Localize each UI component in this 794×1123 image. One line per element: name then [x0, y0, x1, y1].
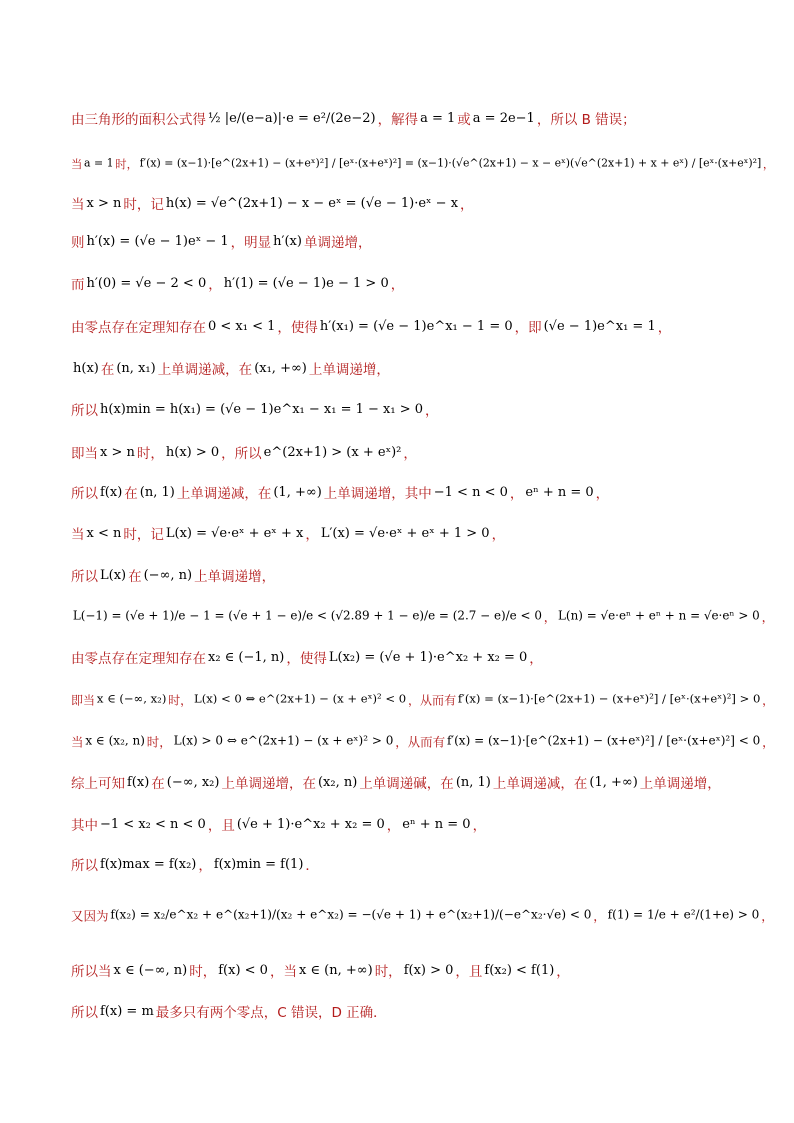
text-fragment: 上单调递减，在 — [176, 486, 272, 502]
text-fragment: 时， — [374, 964, 402, 980]
text-fragment: 时， — [168, 693, 193, 708]
text-fragment: 当 — [71, 157, 83, 172]
math-expression: x > n — [100, 444, 135, 460]
text-line — [71, 103, 636, 133]
math-expression: f(x) > 0 — [403, 962, 454, 978]
text-fragment: ，明显 — [230, 235, 272, 251]
text-fragment: 上单调递增， — [308, 362, 390, 378]
text-fragment: ， — [208, 277, 222, 293]
math-expression: h′(0) = √e − 2 < 0 — [86, 275, 207, 291]
math-expression: h′(1) = (√e − 1)e − 1 > 0 — [223, 275, 389, 291]
text-fragment: 在 — [128, 569, 142, 585]
text-line — [71, 686, 774, 713]
math-expression: h′(x₁) = (√e − 1)e^x₁ − 1 = 0 — [319, 318, 513, 334]
math-expression: (−∞, x₂) — [166, 774, 220, 790]
text-fragment: ， — [403, 446, 417, 462]
text-fragment: ． — [305, 858, 319, 874]
text-fragment: 当 — [71, 197, 85, 213]
math-expression: x₂ ∈ (−1, n) — [208, 649, 285, 665]
math-expression: f(x)max = f(x₂) — [100, 856, 197, 872]
text-fragment: 则 — [71, 235, 85, 251]
math-expression: L(x) > 0 ⇔ e^(2x+1) − (x + eˣ)² > 0 — [173, 734, 394, 748]
text-fragment: ， — [762, 735, 775, 751]
math-expression: eⁿ + n = 0 — [525, 484, 594, 500]
text-line — [71, 809, 486, 839]
text-fragment: ， — [595, 486, 610, 502]
math-expression: x < n — [86, 525, 122, 541]
text-fragment: 所以 — [71, 486, 98, 502]
text-fragment: ， — [472, 818, 487, 834]
math-expression: f(x)min = f(1) — [213, 856, 304, 872]
math-expression: eⁿ + n = 0 — [402, 816, 471, 832]
math-expression: a = 2e−1 — [472, 110, 535, 126]
text-fragment: ， — [386, 818, 401, 834]
text-line — [71, 955, 570, 985]
text-fragment: 即当 — [71, 446, 98, 462]
math-expression: L′(x) = √e·eˣ + eˣ + 1 > 0 — [320, 525, 490, 541]
math-expression: h(x)min = h(x₁) = (√e − 1)e^x₁ − x₁ = 1 − x₁ > 0 — [100, 401, 424, 417]
math-expression: (n, 1) — [139, 484, 175, 500]
math-expression: f′(x) = (x−1)·[e^(2x+1) − (x+eˣ)²] / [eˣ·(x+eˣ)²] > 0 — [457, 692, 761, 706]
math-expression: e^(2x+1) > (x + eˣ)² — [263, 444, 402, 460]
math-expression: x ∈ (n, +∞) — [298, 962, 373, 978]
text-fragment: 而 — [71, 277, 85, 293]
text-line — [71, 642, 543, 672]
text-fragment: ，从而有 — [395, 735, 446, 751]
math-expression: (n, 1) — [455, 774, 491, 790]
math-expression: (n, x₁) — [116, 360, 156, 376]
math-expression: x > n — [86, 195, 122, 211]
text-fragment: 所以 — [71, 403, 98, 419]
text-line — [71, 394, 439, 424]
text-fragment: ， — [509, 486, 524, 502]
math-expression: f(x₂) = x₂/e^x₂ + e^(x₂+1)/(x₂ + e^x₂) = −(√e + 1) + e^(x₂+1)/(−e^x₂·√e) < 0 — [110, 908, 592, 922]
math-expression: x ∈ (−∞, n) — [113, 962, 188, 978]
text-fragment: ， — [762, 157, 775, 172]
text-fragment: 所以当 — [71, 964, 112, 980]
math-expression: x ∈ (−∞, x₂) — [96, 692, 167, 706]
text-fragment: 时，记 — [123, 527, 164, 543]
text-fragment: 上单调递增， — [194, 569, 276, 585]
text-fragment: ， — [425, 403, 439, 419]
text-line — [71, 996, 387, 1026]
math-expression: L(x) < 0 ⇔ e^(2x+1) − (x + eˣ)² < 0 — [194, 692, 407, 706]
math-expression: (−∞, n) — [143, 567, 193, 583]
math-expression: L(n) = √e·eⁿ + eⁿ + n = √e·eⁿ > 0 — [557, 609, 760, 623]
text-fragment: ，且 — [207, 818, 235, 834]
math-expression: h(x) > 0 — [165, 444, 220, 460]
text-line — [71, 560, 275, 590]
text-line — [71, 767, 721, 797]
text-fragment: ， — [198, 858, 212, 874]
text-line — [71, 188, 474, 218]
text-fragment: ，当 — [269, 964, 297, 980]
math-expression: h(x) — [73, 360, 99, 376]
math-expression: a = 1 — [84, 156, 114, 170]
text-fragment: 上单调递增， — [639, 776, 721, 792]
math-expression: h′(x) = (√e − 1)eˣ − 1 — [86, 233, 229, 249]
text-fragment: 单调递增， — [303, 235, 372, 251]
text-line — [71, 901, 774, 929]
math-expression: h′(x) — [273, 233, 302, 249]
text-fragment: 在 — [100, 362, 115, 378]
math-expression: L(−1) = (√e + 1)/e − 1 = (√e + 1 − e)/e < (√2.89 + 1 − e)/e = (2.7 − e)/e < 0 — [72, 609, 542, 623]
text-line — [71, 477, 609, 507]
text-fragment: 又因为 — [71, 909, 109, 925]
text-fragment: 由三角形的面积公式得 — [71, 112, 206, 128]
text-fragment: 当 — [71, 735, 84, 751]
math-expression: L(x) = √e·eˣ + eˣ + x — [165, 525, 304, 541]
text-fragment: ，从而有 — [407, 693, 457, 708]
text-fragment: 即当 — [71, 693, 96, 708]
text-line — [71, 311, 671, 341]
text-line — [71, 353, 390, 383]
text-fragment: 最多只有两个零点，C 错误，D 正确． — [155, 1005, 387, 1021]
math-expression: (x₁, +∞) — [254, 360, 307, 376]
math-expression: (√e − 1)e^x₁ = 1 — [543, 318, 656, 334]
text-fragment: 上单调递增，其中 — [323, 486, 432, 502]
math-expression: f(1) = 1/e + e²/(1+e) > 0 — [607, 908, 760, 922]
text-fragment: ，所以 — [221, 446, 262, 462]
text-line — [71, 849, 319, 879]
math-expression: 0 < x₁ < 1 — [208, 318, 276, 334]
text-fragment: 由零点存在定理知存在 — [71, 320, 206, 336]
text-fragment: ， — [543, 610, 557, 626]
text-fragment: ，且 — [455, 964, 483, 980]
text-fragment: 当 — [71, 527, 85, 543]
text-fragment: ， — [762, 693, 775, 708]
text-fragment: ， — [460, 197, 474, 213]
text-fragment: ，解得 — [377, 112, 419, 128]
math-expression: (1, +∞) — [589, 774, 638, 790]
text-fragment: ， — [491, 527, 506, 543]
math-expression: f(x) = m — [100, 1003, 154, 1019]
math-expression: ½ |e/(e−a)|·e = e²/(2e−2) — [208, 110, 376, 126]
math-expression: h(x) = √e^(2x+1) − x − eˣ = (√e − 1)·eˣ − x — [165, 195, 459, 211]
text-fragment: 时， — [115, 157, 138, 172]
text-line — [71, 437, 417, 467]
math-expression: a = 1 — [420, 110, 456, 126]
math-expression: f(x) — [100, 484, 123, 500]
text-fragment: ，即 — [514, 320, 542, 336]
math-expression: L(x) — [100, 567, 127, 583]
text-fragment: 时， — [136, 446, 164, 462]
text-fragment: 在 — [124, 486, 138, 502]
text-fragment: ，使得 — [286, 651, 327, 667]
math-expression: x ∈ (x₂, n) — [85, 734, 145, 748]
math-expression: f(x₂) < f(1) — [484, 962, 555, 978]
text-fragment: ，所以 B 错误； — [536, 112, 636, 128]
text-fragment: 上单调递增，在 — [221, 776, 316, 792]
text-line — [71, 268, 404, 298]
text-fragment: 在 — [151, 776, 165, 792]
math-expression: f′(x) = (x−1)·[e^(2x+1) − (x+eˣ)²] / [eˣ·(x+eˣ)²] < 0 — [446, 734, 761, 748]
text-line — [71, 602, 774, 630]
math-expression: (x₂, n) — [317, 774, 358, 790]
text-line — [71, 226, 371, 256]
math-expression: f(x) — [127, 774, 150, 790]
text-fragment: 时， — [189, 964, 217, 980]
math-expression: (√e + 1)·e^x₂ + x₂ = 0 — [236, 816, 385, 832]
math-expression: (1, +∞) — [273, 484, 322, 500]
text-fragment: ， — [529, 651, 543, 667]
text-fragment: 上单调递减，在 — [492, 776, 588, 792]
text-line — [71, 150, 774, 175]
text-fragment: 或 — [457, 112, 471, 128]
text-fragment: 上单调递减，在 — [157, 362, 253, 378]
text-fragment: 时，记 — [123, 197, 164, 213]
text-fragment: 综上可知 — [71, 776, 125, 792]
text-fragment: ，使得 — [277, 320, 318, 336]
text-fragment: ， — [593, 909, 606, 925]
text-fragment: ， — [556, 964, 570, 980]
text-fragment: 由零点存在定理知存在 — [71, 651, 206, 667]
math-expression: L(x₂) = (√e + 1)·e^x₂ + x₂ = 0 — [328, 649, 528, 665]
text-fragment: ， — [761, 909, 774, 925]
text-fragment: 所以 — [71, 569, 98, 585]
text-fragment: ， — [305, 527, 319, 543]
text-fragment: ， — [761, 610, 774, 626]
text-fragment: 上单调递碱，在 — [359, 776, 454, 792]
text-fragment: 其中 — [71, 818, 98, 834]
text-fragment: 所以 — [71, 1005, 98, 1021]
text-line — [71, 727, 775, 755]
text-fragment: 时， — [146, 735, 172, 751]
math-expression: −1 < x₂ < n < 0 — [100, 816, 206, 832]
text-fragment: ， — [390, 277, 405, 293]
math-expression: f(x) < 0 — [218, 962, 268, 978]
text-fragment: ， — [657, 320, 672, 336]
math-expression: −1 < n < 0 — [433, 484, 508, 500]
math-expression: f′(x) = (x−1)·[e^(2x+1) − (x+eˣ)²] / [eˣ·(x+eˣ)²] = (x−1)·(√e^(2x+1) − x − eˣ)(√e^(2x+1) + x + eˣ) / [eˣ·(x+eˣ)²] — [139, 156, 762, 170]
text-fragment: 所以 — [71, 858, 98, 874]
text-line — [71, 518, 505, 548]
